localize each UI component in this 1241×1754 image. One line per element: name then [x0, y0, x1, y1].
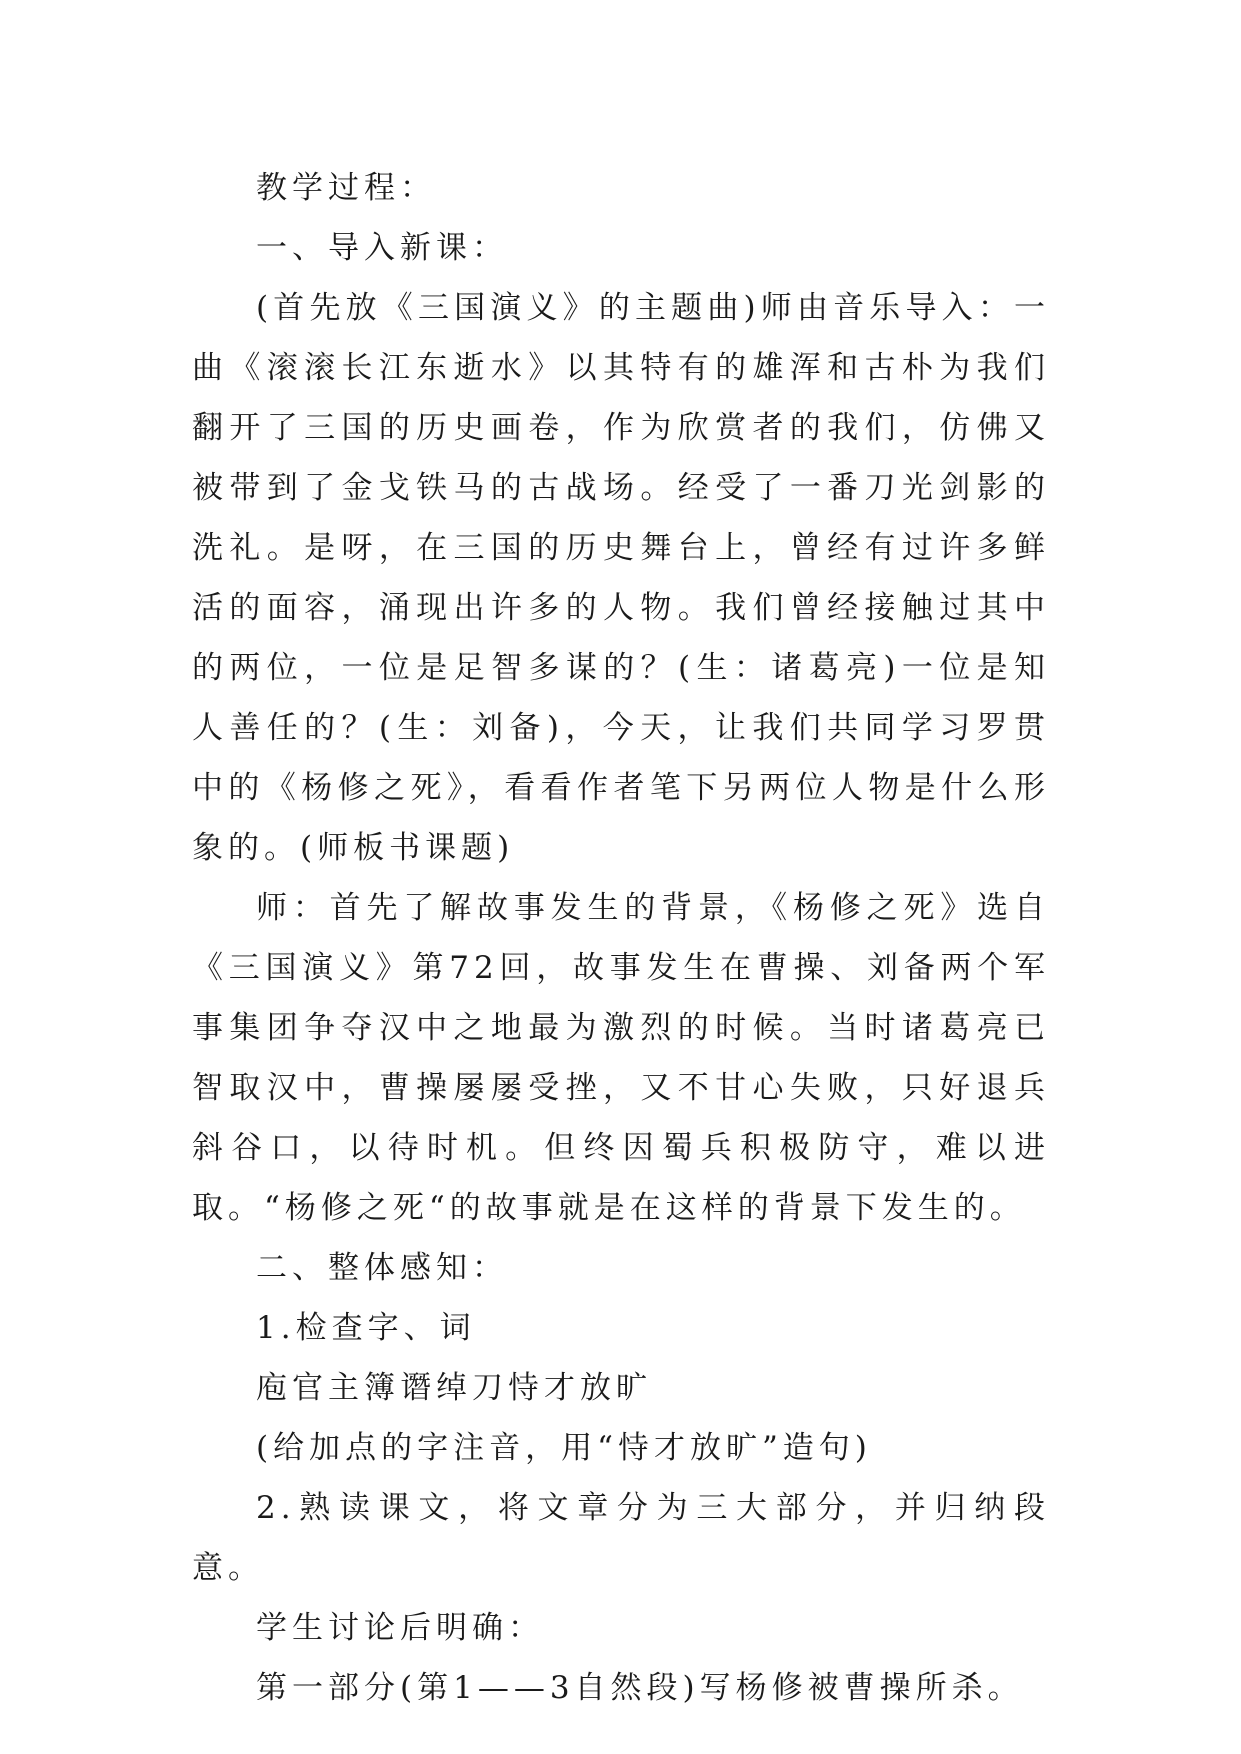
paragraph-background: 师：首先了解故事发生的背景，《杨修之死》选自《三国演义》第72回，故事发生在曹操、刘备两个军事集团争夺汉中之地最为激烈的时候。当时诸葛亮已智取汉中，曹操屡屡受挫，又不甘心失败，只好退兵斜谷口，以待时机。但终因蜀兵积极防守，难以进取。“杨修之死“的故事就是在这样的背景下发生的。 [192, 890, 1050, 1226]
heading-section-two: 二、整体感知： [256, 1250, 508, 1286]
vocabulary-line: 庖官主簿谮绰刀恃才放旷 [256, 1370, 652, 1406]
paragraph-intro: (首先放《三国演义》的主题曲)师由音乐导入：一曲《滚滚长江东逝水》以其特有的雄浑和古朴为我们翻开了三国的历史画卷，作为欣赏者的我们，仿佛又被带到了金戈铁马的古战场。经受了一番刀光剑影的洗礼。是呀，在三国的历史舞台上，曾经有过许多鲜活的面容，涌现出许多的人物。我们曾经接触过其中的两位，一位是足智多谋的？(生：诸葛亮)一位是知人善任的？(生：刘备)，今天，让我们共同学习罗贯中的《杨修之死》，看看作者笔下另两位人物是什么形象的。(师板书课题) [192, 290, 1050, 866]
heading-section-one: 一、导入新课： [256, 230, 508, 266]
part-one-line: 第一部分(第1——3自然段)写杨修被曹操所杀。 [256, 1670, 1024, 1706]
vocabulary-instruction: (给加点的字注音，用“恃才放旷”造句) [256, 1430, 872, 1466]
heading-teaching-process: 教学过程： [256, 170, 436, 206]
document-body [192, 158, 1050, 1718]
discussion-line: 学生讨论后明确： [256, 1610, 544, 1646]
list-item-read-text: 2.熟读课文，将文章分为三大部分，并归纳段意。 [192, 1490, 1050, 1586]
list-item-check-words: 1.检查字、词 [256, 1310, 476, 1346]
